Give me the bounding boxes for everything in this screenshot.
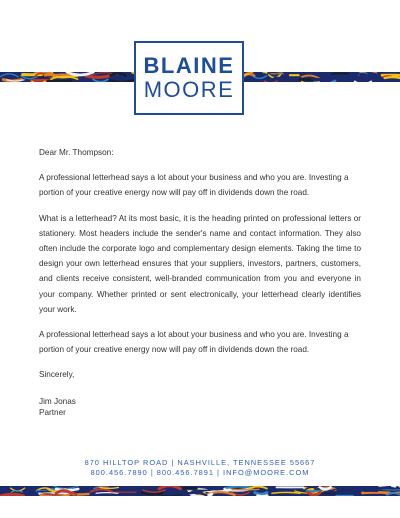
marble-swirl [255,493,267,495]
letterhead-footer [0,458,400,478]
logo-last-name: MOORE [143,77,235,102]
letter-greeting: Dear Mr. Thompson: [39,148,114,157]
footer-contact: 800.456.7890 | 800.456.7891 | INFO@MOORE.COM [90,468,310,477]
marble-pattern-bottom [0,486,400,496]
signature-title: Partner [39,407,66,417]
footer-address: 870 HILLTOP ROAD | NASHVILLE, TENNESSEE 55667 [84,458,316,467]
letter-body [39,145,361,418]
marble-swirl [1,494,23,496]
marble-swirl [385,77,400,78]
marble-swirl [96,493,118,494]
letter-paragraph-1: A professional letterhead says a lot about your business and who you are. Investing a portion of your creative energy now will pay off in dividends down the road. [39,173,349,198]
company-logo [134,41,244,115]
signature-name: Jim Jonas [39,396,76,406]
letter-paragraph-2: What is a letterhead? At its most basic, it is the heading printed on professional letters or stationery. Most headers include the sender's name and contact information. They also often include the corporate logo and complementary design elements. Taking the time to design your own letterhead ensures that your suppliers, investors, partners, customers, and clients receive consistent, well-branded communication from you and everyone in your company. Whether printed or sent electronically, your letterhead clearly identifies your work. [39,213,361,314]
marble-swirl [86,76,109,77]
logo-first-name: BLAINE [143,53,235,78]
marble-swirl [287,78,301,79]
letter-closing: Sincerely, [39,370,75,380]
marble-swirl [362,492,389,493]
letter-paragraph-3: A professional letterhead says a lot about your business and who you are. Investing a portion of your creative energy now will pay off in dividends down the road. [39,330,349,355]
decorative-marble-band-bottom [0,486,400,496]
marble-swirl [366,487,390,488]
marble-swirl [257,495,267,496]
marble-swirl [45,75,55,76]
